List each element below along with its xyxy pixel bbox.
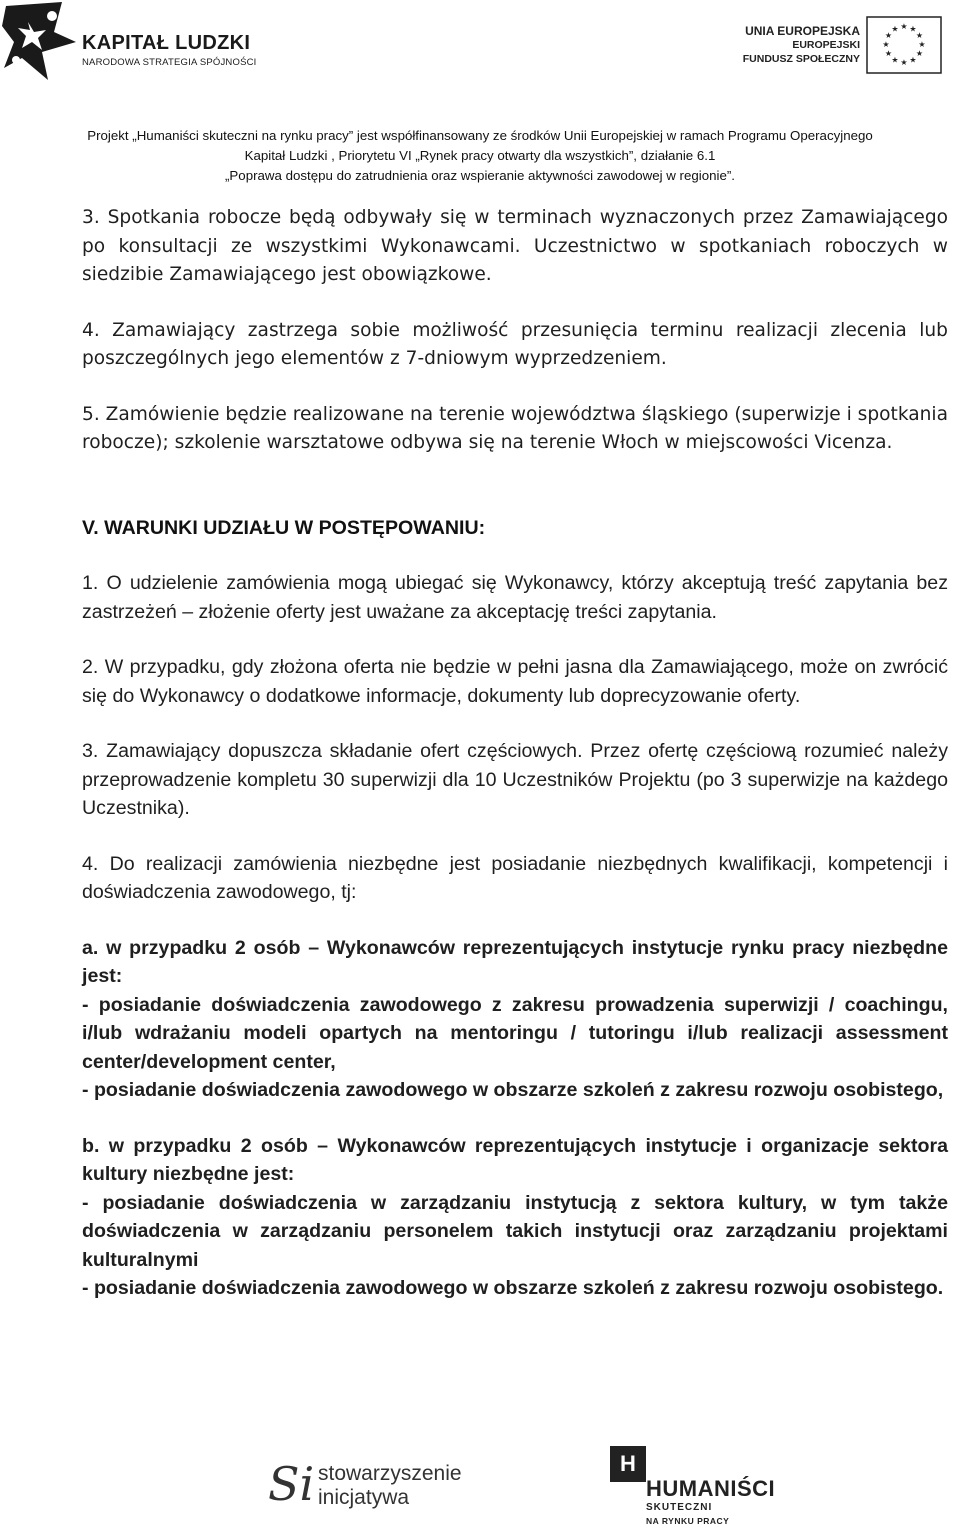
svg-text:★: ★	[909, 24, 917, 34]
humanisci-logo-sub2: NA RYNKU PRACY	[646, 1516, 730, 1526]
kapital-ludzki-emblem-icon	[2, 2, 78, 82]
eu-logo-text	[743, 24, 860, 66]
si-logo-mark: Si	[268, 1457, 315, 1511]
svg-text:★: ★	[891, 24, 899, 34]
eu-flag-icon	[866, 16, 942, 74]
paragraph-4: 4. Zamawiający zastrzega sobie możliwość przesunięcia terminu realizacji zlecenia lub poszczególnych jego elementów z 7-dniowym wyprzedzeniem.	[82, 319, 948, 369]
svg-text:★: ★	[900, 22, 908, 31]
svg-text:★: ★	[909, 55, 917, 65]
project-info	[0, 126, 960, 186]
si-logo-text	[318, 1462, 462, 1510]
svg-text:★: ★	[884, 31, 893, 40]
svg-text:★: ★	[884, 49, 893, 58]
paragraph-5: 5. Zamówienie będzie realizowane na terenie województwa śląskiego (superwizje i spotkania robocze); szkolenie warsztatowe odbywa się na terenie Włoch w miejscowości Vicenza.	[82, 403, 948, 453]
requirement-b-heading: b. w przypadku 2 osób – Wykonawców reprezentujących instytucje i organizacje sektora kultury niezbędne jest:	[82, 1134, 948, 1185]
page-footer	[0, 1440, 960, 1533]
kapital-ludzki-subtitle: NARODOWA STRATEGIA SPÓJNOŚCI	[82, 57, 257, 68]
humanisci-logo	[610, 1446, 780, 1532]
condition-2: 2. W przypadku, gdy złożona oferta nie będzie w pełni jasna dla Zamawiającego, może on zwrócić się do Wykonawcy o dodatkowe informacje, dokumenty lub doprecyzowanie oferty.	[82, 656, 948, 707]
requirement-b-item: - posiadanie doświadczenia zawodowego w obszarze szkoleń z zakresu rozwoju osobistego.	[82, 1277, 944, 1299]
kapital-ludzki-title: KAPITAŁ LUDZKI	[82, 32, 251, 54]
page-header	[0, 0, 960, 183]
humanisci-logo-mark: H	[610, 1446, 646, 1482]
section-title: V. WARUNKI UDZIAŁU W POSTĘPOWANIU:	[82, 516, 486, 539]
si-logo-line2: inicjatywa	[318, 1486, 410, 1509]
condition-4: 4. Do realizacji zamówienia niezbędne jest posiadanie niezbędnych kwalifikacji, kompetencji i doświadczenia zawodowego, tj:	[82, 852, 948, 903]
eu-logo-line3: FUNDUSZ SPOŁECZNY	[742, 53, 860, 65]
requirement-a-heading: a. w przypadku 2 osób – Wykonawców reprezentujących instytucje rynku pracy niezbędne jest:	[82, 936, 948, 987]
condition-3: 3. Zamawiający dopuszcza składanie ofert częściowych. Przez ofertę częściową rozumieć należy przeprowadzenie kompletu 30 superwizji dla 10 Uczestników Projektu (po 3 superwizje na każdego Uczestnika).	[82, 740, 948, 819]
project-info-line: Projekt „Humaniści skuteczni na rynku pracy” jest współfinansowany ze środków Unii Europejskiej w ramach Programu Operacyjnego	[87, 128, 873, 143]
humanisci-logo-sub1: SKUTECZNI	[646, 1502, 713, 1513]
si-logo-line1: stowarzyszenie	[318, 1462, 462, 1485]
project-info-line: „Poprawa dostępu do zatrudnienia oraz wspieranie aktywności zawodowej w regionie”.	[225, 168, 735, 183]
eu-logo-line1: UNIA EUROPEJSKA	[745, 24, 860, 38]
project-info-line: Kapitał Ludzki , Priorytetu VI „Rynek pracy otwarty dla wszystkich”, działanie 6.1	[244, 148, 716, 163]
requirement-a-item: - posiadanie doświadczenia zawodowego z zakresu prowadzenia superwizji / coachingu, i/lub wdrażaniu modeli opartych na mentoringu / tutoringu i/lub realizacji assessment center/development center,	[82, 993, 948, 1073]
eu-logo	[642, 16, 942, 76]
humanisci-logo-title: HUMANIŚCI	[646, 1476, 776, 1501]
kapital-ludzki-logo	[2, 2, 282, 82]
document-body	[82, 204, 948, 1303]
condition-1: 1. O udzielenie zamówienia mogą ubiegać się Wykonawcy, którzy akceptują treść zapytania bez zastrzeżeń – złożenie oferty jest uważane za akceptację treści zapytania.	[82, 572, 948, 623]
svg-text:★: ★	[882, 40, 890, 49]
stowarzyszenie-inicjatywa-logo	[268, 1454, 488, 1524]
svg-text:★: ★	[900, 58, 908, 67]
requirement-b-item: - posiadanie doświadczenia w zarządzaniu instytucją z sektora kultury, w tym także doświadczenia w zarządzaniu personelem takich instytucji oraz zarządzaniu projektami kulturalnymi	[82, 1191, 948, 1271]
svg-text:★: ★	[891, 55, 899, 65]
paragraph-3: 3. Spotkania robocze będą odbywały się w terminach wyznaczonych przez Zamawiającego po konsultacji ze wszystkimi Wykonawcami. Uczestnictwo w spotkaniach roboczych w siedzibie Zamawiającego jest obowiązkowe.	[82, 207, 948, 285]
requirement-a-item: - posiadanie doświadczenia zawodowego w obszarze szkoleń z zakresu rozwoju osobistego,	[82, 1079, 944, 1101]
svg-text:★: ★	[918, 40, 926, 49]
eu-logo-line2: EUROPEJSKI	[792, 39, 860, 51]
svg-text:★: ★	[915, 49, 924, 58]
svg-text:★: ★	[915, 31, 924, 40]
